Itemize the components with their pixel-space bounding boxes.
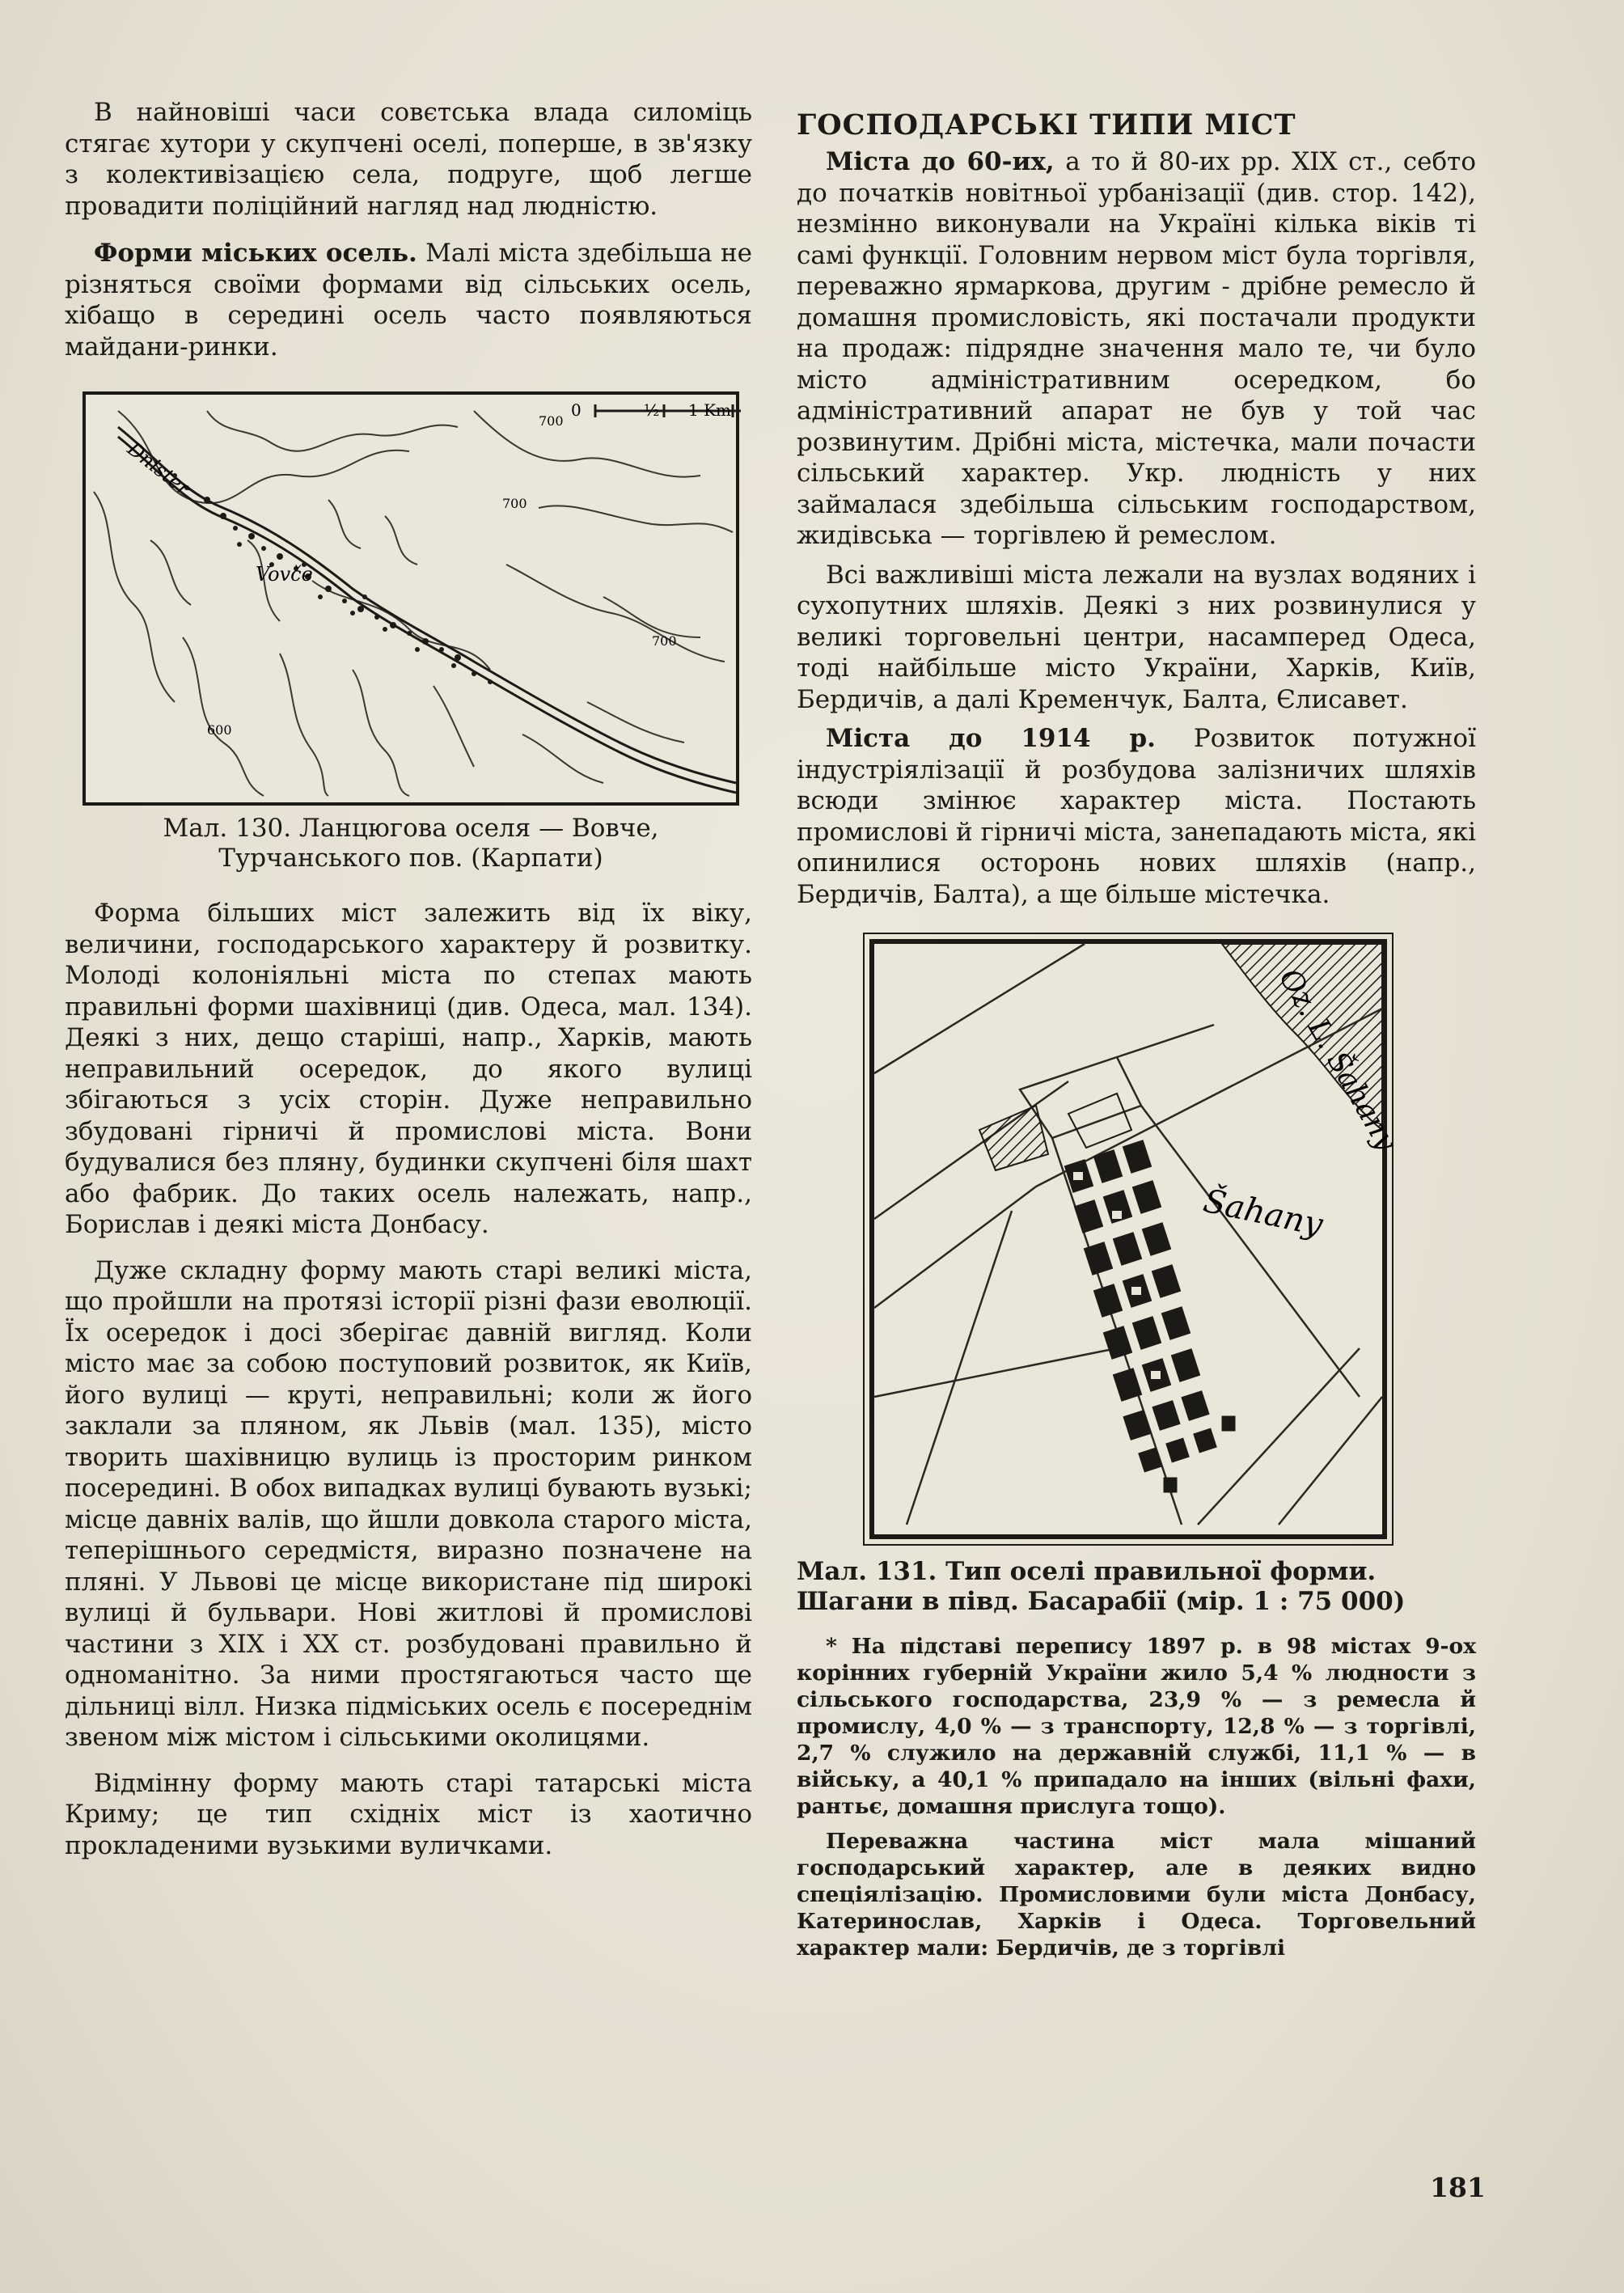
figure-131 — [869, 939, 1403, 1539]
map-label-town: Šahany — [1199, 1182, 1326, 1244]
paragraph: В найновіші часи совєтська влада силоміць стягає хутори у скупчені оселі, поперше, в зв'язку з колективізацією села, подруге, щоб легше провадити поліційний нагляд над людністю. — [65, 98, 752, 221]
map-scale-km: 1 Km — [688, 400, 731, 420]
map-contour-label: 700 — [502, 496, 527, 511]
paragraph: Дуже складну форму мають старі великі міста, що пройшли на протязі історії різні фази еволюції. Їх осередок і досі зберігає давній вигляд. Коли місто має за собою поступовий розвиток, як Київ, його вулиці — круті, неправильні; коли ж його заклали за пляном, як Львів (мал. 135), місто творить шахівницю вулиць із просторим ринком посередині. В обох випадках вулиці бувають вузькі; місце давніх валів, що йшли довкола старого міста, теперішнього середмістя, виразно позначене на пляні. У Львові це місце використане під широкі вулиці й бульвари. Нові житлові й промислові частини з XIX і XX ст. розбудовані правильно й одноманітно. За ними простягаються часто ще дільниці вілл. Низка підміських осель є посереднім звеном між містом і сільськими околицями. — [65, 1255, 752, 1752]
paragraph — [797, 146, 1476, 552]
run-in-heading: Міста до 60-их, — [826, 147, 1055, 176]
figure-caption: Мал. 131. Тип оселі правильної форми. Шагани в півд. Басарабії (мір. 1 : 75 000) — [797, 1557, 1406, 1616]
paragraph: Всі важливіші міста лежали на вузлах водяних і сухопутних шляхів. Деякі з них розвинулися у великі торговельні центри, насамперед Одеса, тоді найбільше місто України, Харків, Київ, Бердичів, а далі Кременчук, Балта, Єлисавет. — [797, 560, 1476, 714]
map-scale-half: ½ — [644, 400, 660, 420]
map-vovche-svg — [86, 395, 736, 796]
paragraph — [797, 723, 1476, 910]
footnote-text: * На підставі перепису 1897 р. в 98 містах 9-ох корінних губерній України жило 5,4 % людности з сільського господарства, 23,9 % — з ремесла й промислу, 4,0 % — з транспорту, 12,8 % — з торгівлі, 2,7 % служило на державній службі, 11,1 % — в війську, а 40,1 % припадало на інших (вільні фахи, рантьє, домашня прислуга тощо). — [797, 1634, 1476, 1819]
map-label-town: Vovče — [256, 563, 313, 586]
map-label-river: Dnister — [123, 437, 195, 501]
run-in-heading: Форми міських осель. — [94, 239, 417, 268]
map-label-lake: Oz. L. Šahany — [1272, 963, 1403, 1157]
paragraph — [65, 238, 752, 362]
paragraph: Відмінну форму мають старі татарські міста Криму; це тип східніх міст із хаотично прокладеними вузькими вуличками. — [65, 1768, 752, 1860]
map-scale-0: 0 — [571, 400, 582, 420]
section-heading: ГОСПОДАРСЬКІ ТИПИ МІСТ — [797, 108, 1296, 142]
map-sahany — [869, 939, 1403, 1539]
run-in-heading: Міста до 1914 р. — [826, 724, 1156, 753]
right-column — [797, 97, 1476, 1969]
footnote — [797, 1633, 1476, 1961]
paragraph-text: Розвиток потужної індустріялізації й розбудова залізничих шляхів всюди змінює характер міста. Постають промислові й гірничі міста, занепадають міста, які опинилися осторонь нових шляхів (напр., Бердичів, Балта), а ще більше містечка. — [797, 724, 1476, 909]
map-contour-label: 600 — [207, 722, 232, 738]
map-contour-label: 700 — [652, 633, 677, 649]
figure-130 — [82, 391, 739, 874]
left-column — [65, 97, 752, 1876]
paragraph: Форма більших міст залежить від їх віку, величини, господарського характеру й розвитку. Молоді колоніяльні міста по степах мають правильні форми шахівниці (див. Одеса, мал. 134). Деякі з них, дещо старіші, напр., Харків, мають неправильний осередок, до якого вулиці збігаються з усіх сторін. Дуже неправильно збудовані гірничі й промислові міста. Вони будувалися без пляну, будинки скупчені біля шахт або фабрик. До таких осель належать, напр., Борислав і деякі міста Донбасу. — [65, 899, 752, 1239]
map-vovche — [82, 391, 739, 806]
map-sahany-svg — [874, 944, 1403, 1525]
paragraph-text: Малі міста здебільша не різняться своїми формами від сільських осель, хібащо в середині осель часто появляються майдани-ринки. — [65, 239, 752, 362]
footnote-text: Переважна частина міст мала мішаний господарський характер, але в деяких видно спеціялізацію. Промисловими були міста Донбасу, Катеринослав, Харків і Одеса. Торговельний характер мали: Бердичів, де з торгівлі — [797, 1829, 1476, 1961]
page-number: 181 — [1430, 2172, 1486, 2203]
paragraph-text: а то й 80-их рр. XIX ст., себто до початків новітньої урбанізації (див. стор. 142), незмінно виконували на Україні кілька віків ті самі функції. Головним нервом міст була торгівля, переважно ярмаркова, другим - дрібне ремесло й домашня промисловість, які постачали продукти на продаж: підрядне значення мало те, чи було місто адміністративним осередком, бо адміністративний апарат не був у той час розвинутим. Дрібні міста, містечка, мали почасти сільський характер. Укр. людність у них займалася здебільша сільським господарством, жидівська — торгівлею й ремеслом. — [797, 147, 1476, 550]
figure-caption: Мал. 130. Ланцюгова оселя — Вовче, Турчанського пов. (Карпати) — [163, 814, 659, 873]
map-contour-label: 700 — [539, 413, 564, 429]
